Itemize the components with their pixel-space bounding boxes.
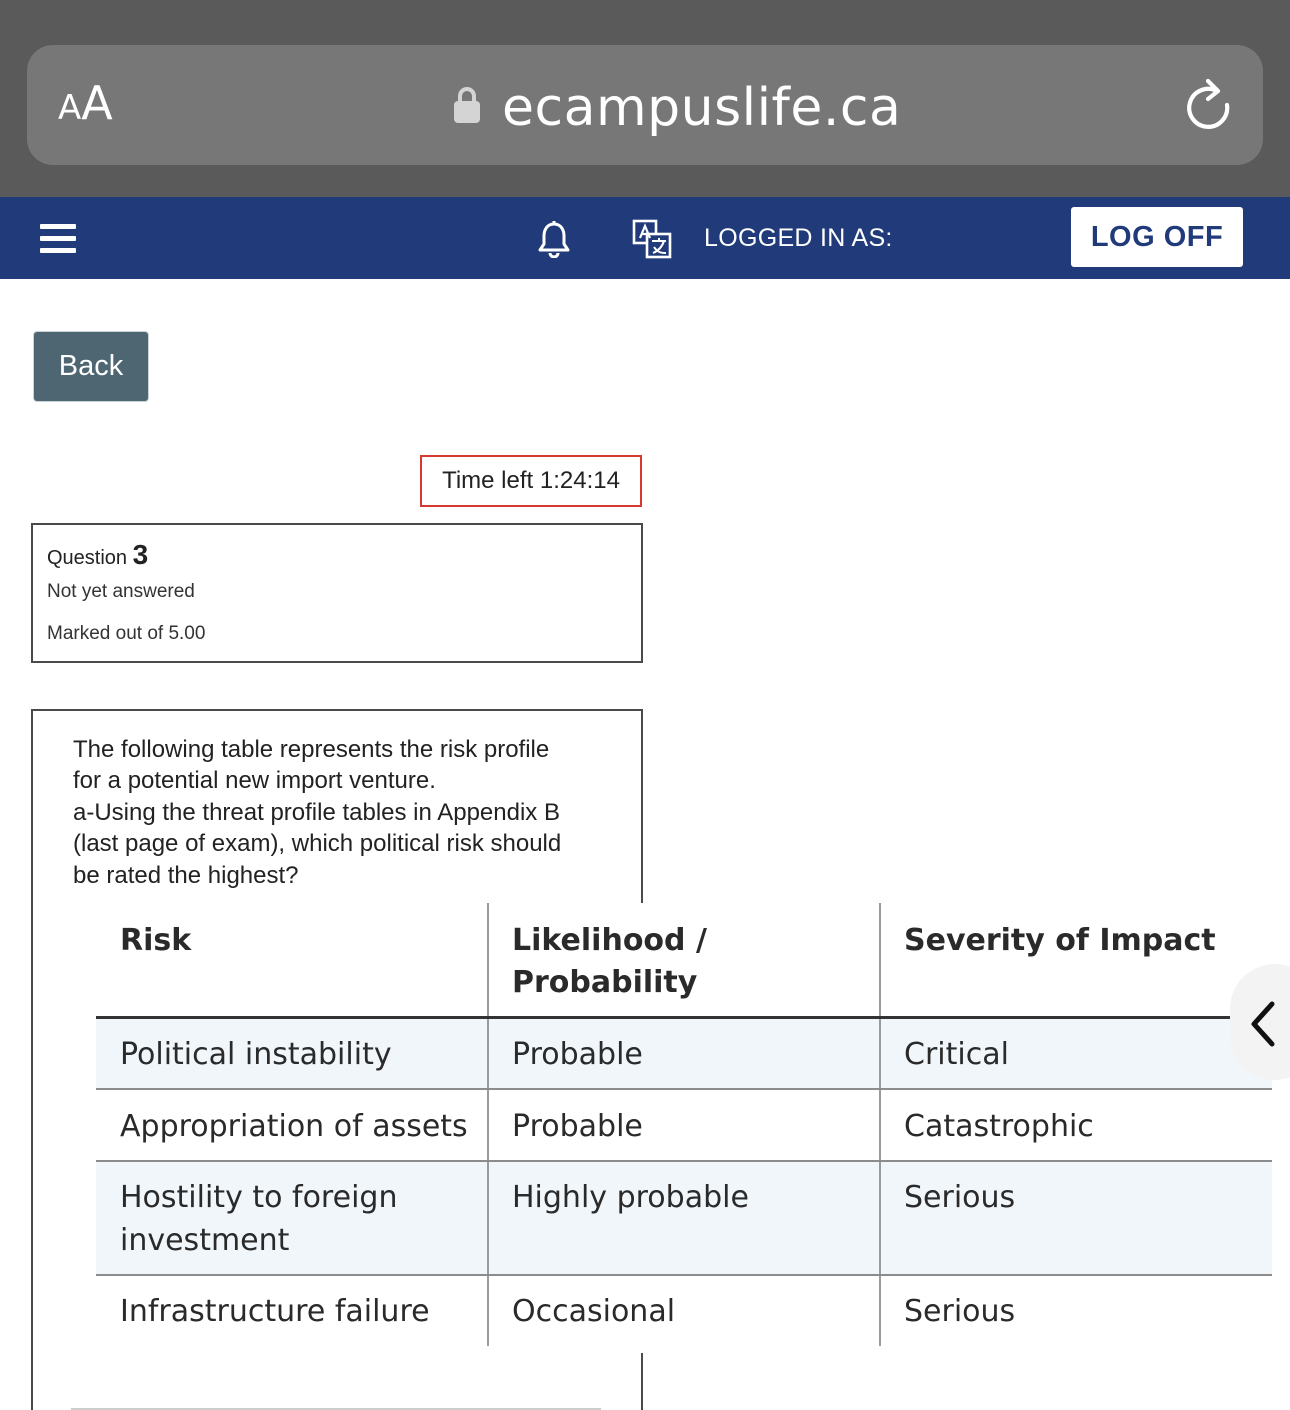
reader-settings-button[interactable] [58,76,113,130]
quiz-timer: Time left 1:24:14 [420,455,642,507]
prompt-line: The following table represents the risk profile [73,736,550,763]
cell-risk-continued: investment [120,1223,290,1258]
prompt-line: be rated the highest? [73,861,299,889]
cell-likelihood: Occasional [512,1294,676,1329]
translate-icon[interactable] [632,219,672,259]
back-button[interactable]: Back [33,331,149,402]
question-grade: Marked out of 5.00 [47,623,206,644]
row-rule [96,1088,1272,1090]
chevron-left-icon[interactable] [1248,1000,1278,1048]
prompt-line: for a potential new import venture. [73,767,436,795]
cell-severity: Serious [904,1180,1016,1215]
risk-profile-table [96,903,1290,1353]
question-label: Question [47,547,128,569]
cell-likelihood: Probable [512,1109,643,1144]
log-off-button[interactable]: LOG OFF [1071,207,1243,267]
panel-border [641,1372,643,1410]
cell-likelihood: Probable [512,1037,643,1072]
cell-risk: Infrastructure failure [120,1294,430,1329]
cell-severity: Critical [904,1037,1009,1072]
header-risk: Risk [120,923,192,958]
row-rule [96,1274,1272,1276]
cell-risk: Appropriation of assets [120,1109,468,1144]
url-text[interactable]: ecampuslife.ca [502,78,902,138]
cell-risk: Hostility to foreign [120,1180,398,1215]
column-divider [879,903,881,1346]
hamburger-icon[interactable] [40,224,76,254]
bell-icon[interactable] [537,220,571,258]
logged-in-label: LOGGED IN AS: [704,224,893,252]
header-likelihood-line2: Probability [512,965,698,1000]
header-severity: Severity of Impact [904,923,1216,958]
reload-icon[interactable] [1184,77,1234,133]
cell-likelihood: Highly probable [512,1180,749,1215]
question-number [47,537,148,576]
question-number-value: 3 [132,539,149,570]
lock-icon [453,86,481,124]
header-rule [96,1016,1230,1019]
column-divider [487,903,489,1346]
question-state: Not yet answered [47,581,195,602]
cell-severity: Catastrophic [904,1109,1094,1144]
header-likelihood-line1: Likelihood / [512,923,707,958]
prompt-line: a-Using the threat profile tables in Appendix B [73,798,560,826]
row-rule [96,1160,1272,1162]
cell-severity: Serious [904,1294,1016,1329]
question-info-panel [31,523,643,663]
prompt-line: (last page of exam), which political risk should [73,830,562,858]
question-prompt [73,734,603,891]
cell-risk: Political instability [120,1037,392,1072]
aa-large-glyph: A [81,76,113,130]
aa-small-glyph: A [58,88,82,128]
